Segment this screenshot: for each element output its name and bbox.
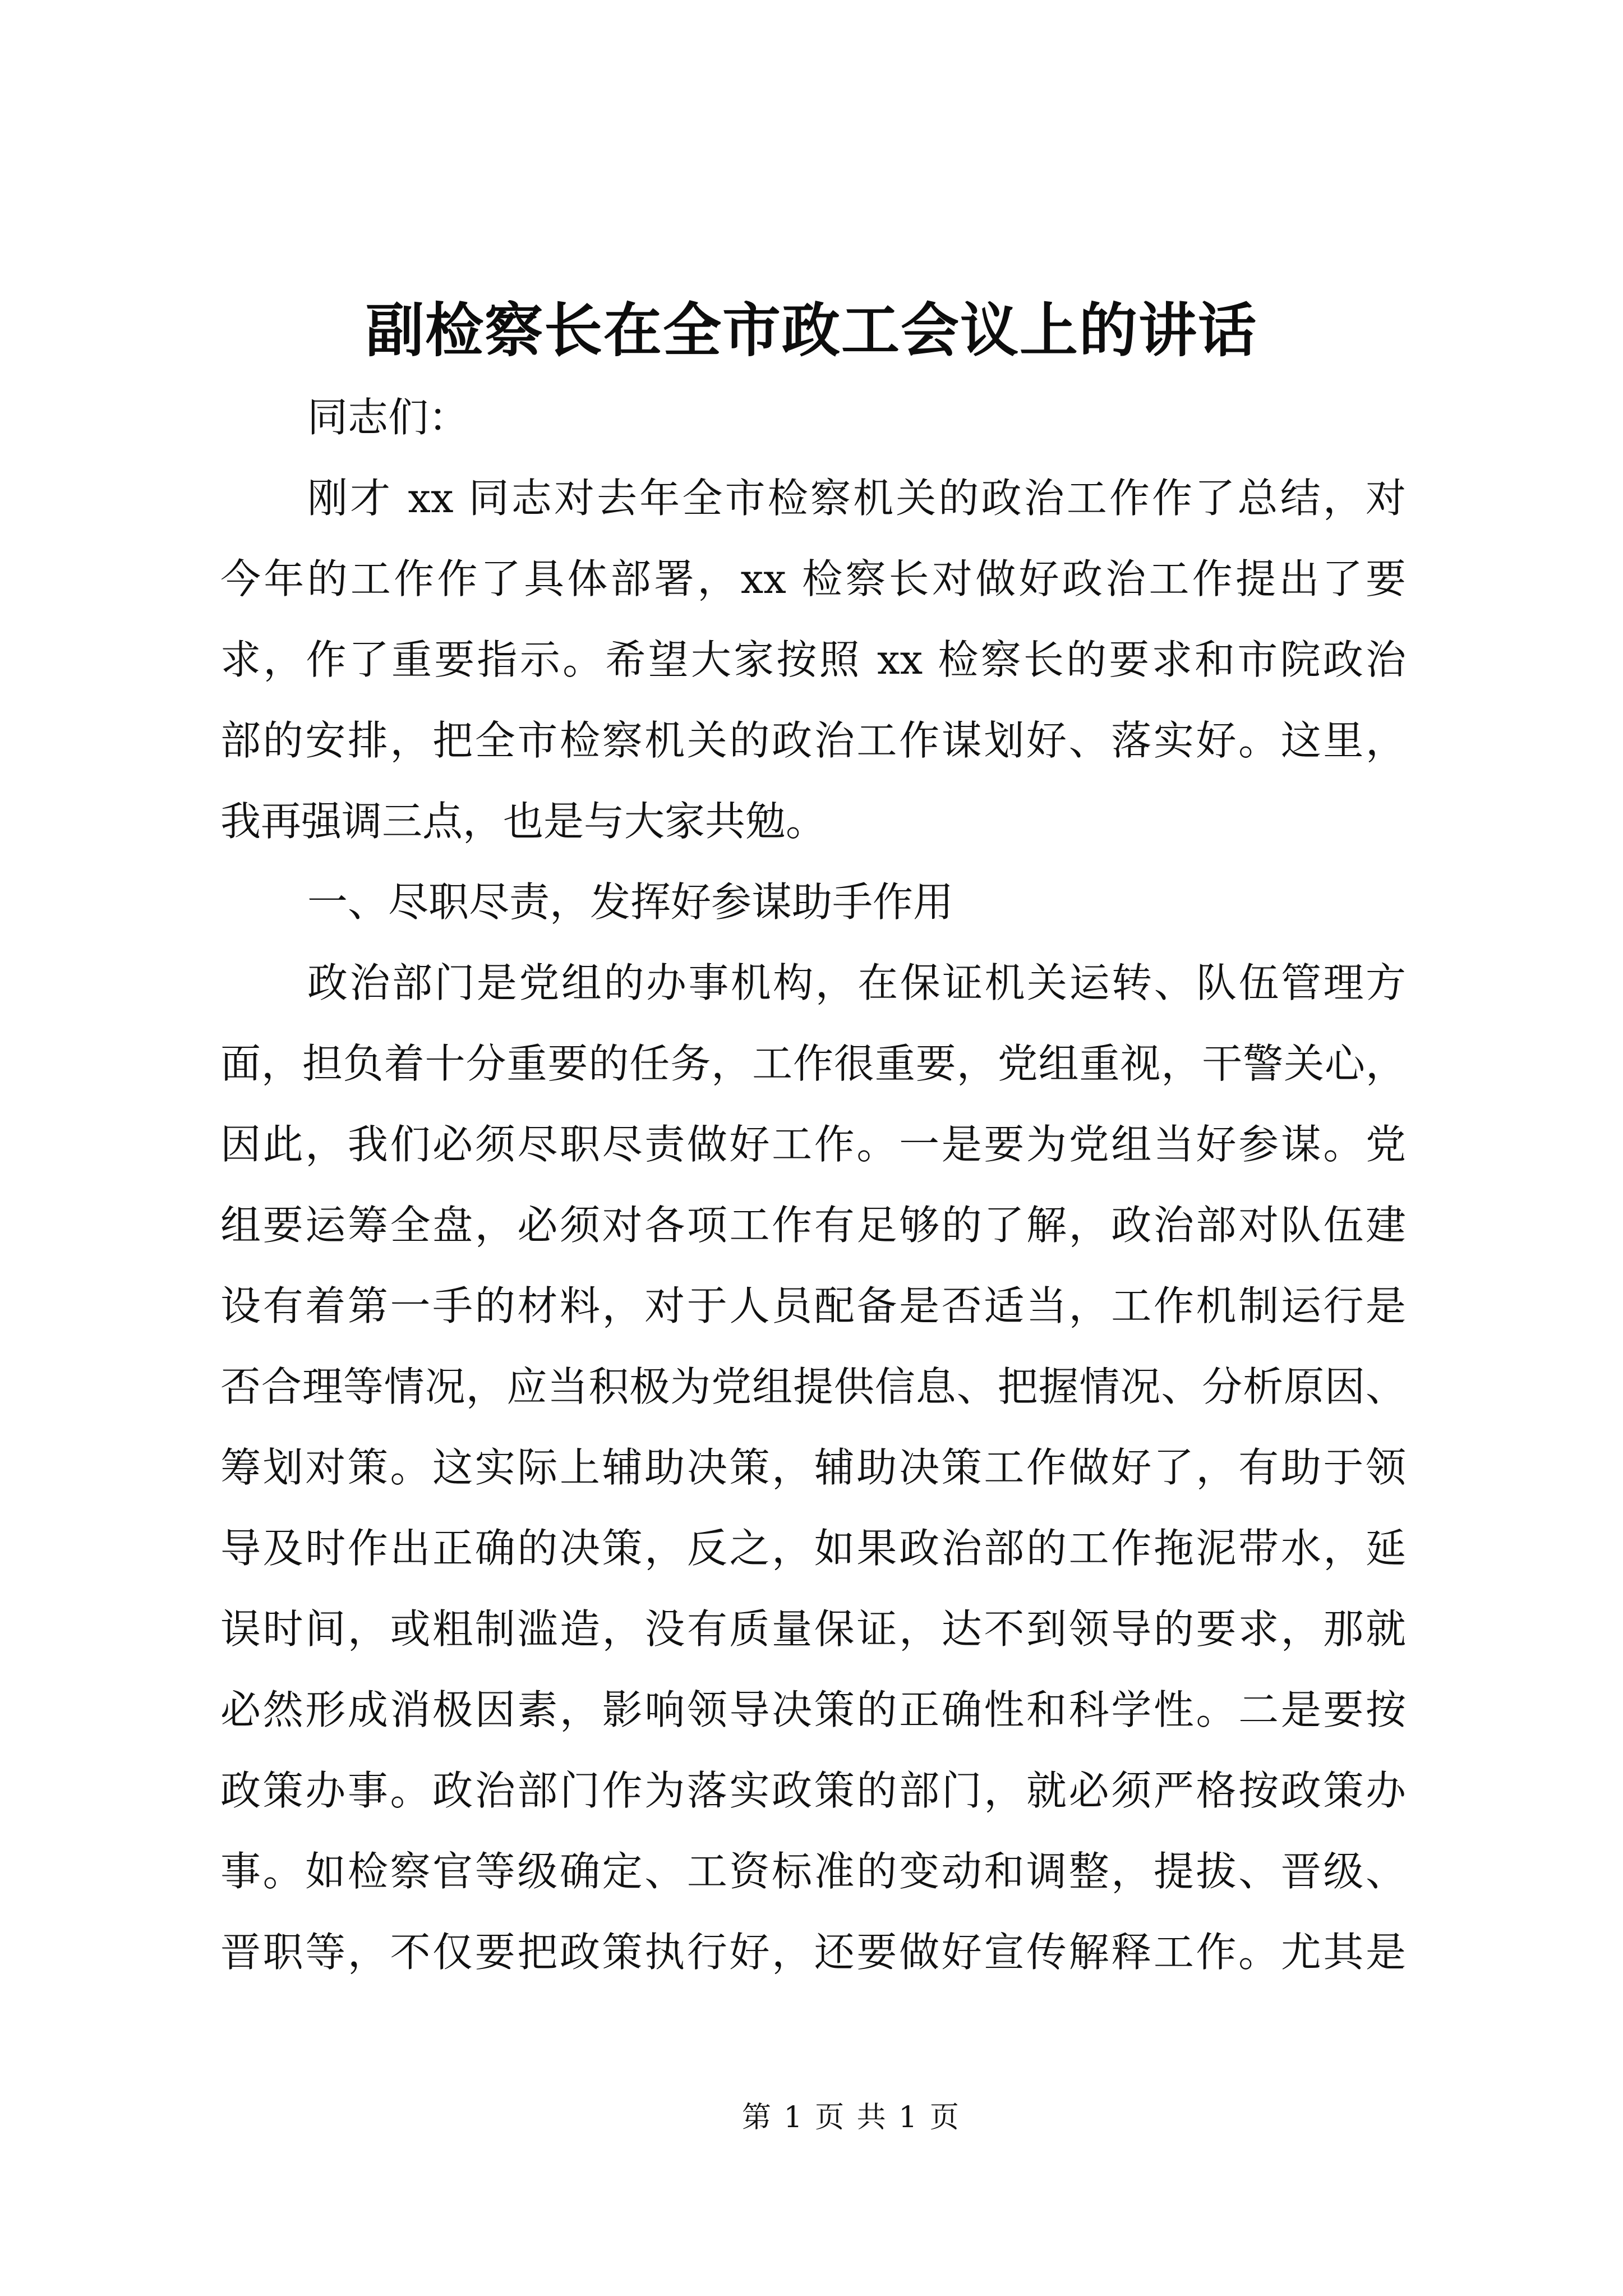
paragraph-line: 误时间，或粗制滥造，没有质量保证，达不到领导的要求，那就 <box>220 1605 1406 1653</box>
paragraph-line: 刚才 xx 同志对去年全市检察机关的政治工作作了总结，对 <box>307 475 1406 522</box>
paragraph-line: 政策办事。政治部门作为落实政策的部门，就必须严格按政策办 <box>220 1767 1406 1814</box>
paragraph-line: 设有着第一手的材料，对于人员配备是否适当，工作机制运行是 <box>220 1282 1406 1329</box>
paragraph-line: 求，作了重要指示。希望大家按照 xx 检察长的要求和市院政治 <box>220 636 1406 683</box>
paragraph-line: 因此，我们必须尽职尽责做好工作。一是要为党组当好参谋。党 <box>220 1121 1406 1168</box>
salutation-paragraph <box>220 377 1406 458</box>
paragraph-line: 筹划对策。这实际上辅助决策，辅助决策工作做好了，有助于领 <box>220 1444 1406 1491</box>
section-heading-paragraph <box>220 862 1406 942</box>
paragraph-line: 我再强调三点，也是与大家共勉。 <box>220 798 827 845</box>
paragraph-line: 事。如检察官等级确定、工资标准的变动和调整，提拔、晋级、 <box>220 1848 1406 1895</box>
section-paragraph <box>220 942 1406 1993</box>
section-heading: 一、尽职尽责，发挥好参谋助手作用 <box>307 878 954 926</box>
paragraph-line: 晋职等，不仅要把政策执行好，还要做好宣传解释工作。尤其是 <box>220 1929 1406 1976</box>
document-title: 副检察长在全市政工会议上的讲话 <box>365 296 1257 365</box>
paragraph-line: 面，担负着十分重要的任务，工作很重要，党组重视，干警关心， <box>220 1040 1406 1087</box>
paragraph-line: 部的安排，把全市检察机关的政治工作谋划好、落实好。这里， <box>220 717 1406 764</box>
salutation: 同志们： <box>307 394 469 441</box>
paragraph-line: 今年的工作作了具体部署，xx 检察长对做好政治工作提出了要 <box>220 555 1406 602</box>
paragraph-line: 政治部门是党组的办事机构，在保证机关运转、队伍管理方 <box>307 959 1406 1006</box>
paragraph-line: 组要运筹全盘，必须对各项工作有足够的了解，政治部对队伍建 <box>220 1202 1406 1249</box>
intro-paragraph <box>220 458 1406 862</box>
paragraph-line: 否合理等情况，应当积极为党组提供信息、把握情况、分析原因、 <box>220 1363 1406 1410</box>
document-body <box>220 377 1406 1993</box>
page-footer: 第 1 页 共 1 页 <box>742 2101 959 2134</box>
paragraph-line: 导及时作出正确的决策，反之，如果政治部的工作拖泥带水，延 <box>220 1525 1406 1572</box>
paragraph-line: 必然形成消极因素，影响领导决策的正确性和科学性。二是要按 <box>220 1686 1406 1733</box>
